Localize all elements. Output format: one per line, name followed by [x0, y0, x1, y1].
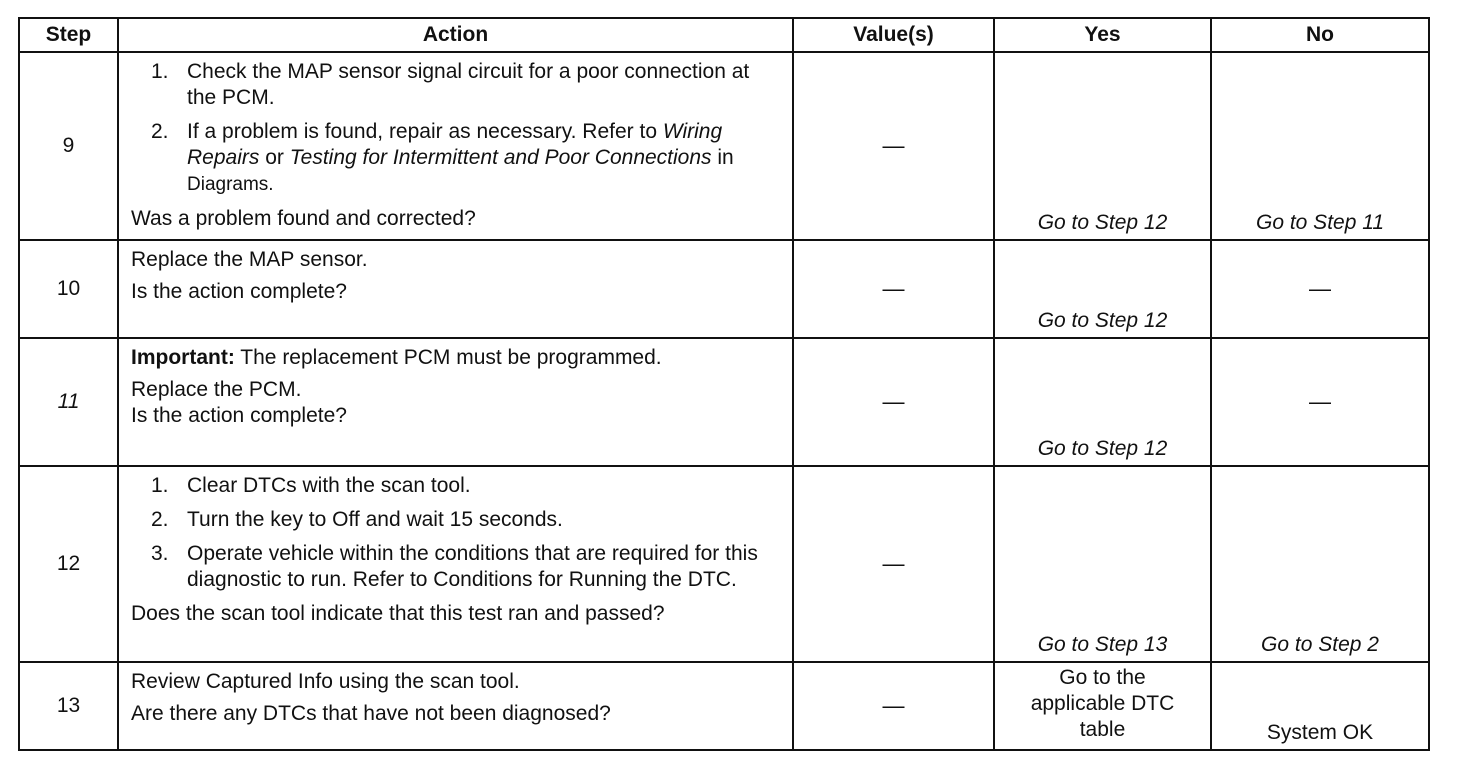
no-cell	[1211, 466, 1429, 662]
no-cell: —	[1211, 338, 1429, 466]
table-row-step-13	[19, 662, 1429, 750]
yes-cell	[994, 240, 1211, 338]
yes-cell	[994, 662, 1211, 750]
header-row	[19, 18, 1429, 52]
no-cell	[1211, 52, 1429, 240]
important-text: The replacement PCM must be programmed.	[240, 346, 662, 369]
yes-cell	[994, 466, 1211, 662]
step-number: 9	[19, 52, 118, 240]
list-number: 3.	[151, 542, 169, 565]
no-cell: —	[1211, 240, 1429, 338]
action-cell	[118, 52, 793, 240]
list-text: Check the MAP sensor signal circuit for a poor connection at the PCM.	[187, 60, 750, 109]
header-value: Value(s)	[793, 18, 994, 52]
yes-cell	[994, 338, 1211, 466]
action-cell	[118, 338, 793, 466]
important-label: Important:	[131, 346, 235, 369]
action-list	[131, 59, 782, 198]
question-text: Is the action complete?	[131, 280, 347, 303]
yes-action[interactable]: Go to Step 12	[1037, 211, 1168, 234]
table-row-step-11	[19, 338, 1429, 466]
value-cell: —	[793, 662, 994, 750]
list-text: Operate vehicle within the conditions that are required for this diagnostic to run. Refer to Conditions for Running the DTC.	[187, 542, 758, 591]
yes-action[interactable]: Go to Step 12	[1037, 437, 1168, 460]
yes-action[interactable]: Go to Step 13	[1037, 633, 1168, 656]
step-number: 13	[19, 662, 118, 750]
yes-action[interactable]: Go to the applicable DTC table	[1030, 666, 1175, 741]
important-note	[131, 345, 782, 371]
reference-link[interactable]: Testing for Intermittent and Poor Connections	[289, 146, 712, 169]
question-text: Are there any DTCs that have not been diagnosed?	[131, 702, 611, 725]
value-cell: —	[793, 240, 994, 338]
list-number: 2.	[151, 120, 169, 143]
value-cell: —	[793, 338, 994, 466]
header-yes: Yes	[994, 18, 1211, 52]
action-cell	[118, 662, 793, 750]
header-step: Step	[19, 18, 118, 52]
list-item	[131, 507, 782, 533]
list-number: 1.	[151, 60, 169, 83]
question-text: Does the scan tool indicate that this test ran and passed?	[131, 602, 665, 625]
step-number: 11	[19, 338, 118, 466]
reference-link[interactable]: Diagrams.	[187, 174, 274, 195]
no-cell	[1211, 662, 1429, 750]
header-action: Action	[118, 18, 793, 52]
list-number: 2.	[151, 508, 169, 531]
action-list	[131, 473, 782, 593]
list-number: 1.	[151, 474, 169, 497]
yes-action[interactable]: Go to Step 12	[1037, 309, 1168, 332]
reference-link[interactable]: Wiring Repairs	[187, 120, 723, 169]
no-action[interactable]: Go to Step 11	[1255, 211, 1385, 234]
table-row-step-9	[19, 52, 1429, 240]
list-text: If a problem is found, repair as necessary. Refer to	[187, 120, 657, 143]
action-cell	[118, 466, 793, 662]
yes-cell	[994, 52, 1211, 240]
question-text: Was a problem found and corrected?	[131, 207, 476, 230]
action-text: Review Captured Info using the scan tool.	[131, 670, 520, 693]
list-item	[131, 59, 782, 111]
header-no: No	[1211, 18, 1429, 52]
action-text: Replace the MAP sensor.	[131, 248, 368, 271]
table-row-step-12	[19, 466, 1429, 662]
action-text: Replace the PCM.	[131, 378, 302, 401]
value-cell: —	[793, 466, 994, 662]
list-text: Clear DTCs with the scan tool.	[187, 474, 471, 497]
step-number: 12	[19, 466, 118, 662]
value-cell: —	[793, 52, 994, 240]
connector-text: in	[717, 146, 734, 169]
table-row-step-10	[19, 240, 1429, 338]
action-cell	[118, 240, 793, 338]
list-item	[131, 473, 782, 499]
list-item	[131, 119, 782, 198]
list-item	[131, 541, 782, 593]
list-text: Turn the key to Off and wait 15 seconds.	[187, 508, 563, 531]
step-number: 10	[19, 240, 118, 338]
no-action[interactable]: Go to Step 2	[1261, 633, 1379, 656]
diagnostic-table	[18, 17, 1430, 751]
connector-text: or	[265, 146, 284, 169]
no-action[interactable]: System OK	[1266, 721, 1374, 744]
question-text: Is the action complete?	[131, 404, 347, 427]
